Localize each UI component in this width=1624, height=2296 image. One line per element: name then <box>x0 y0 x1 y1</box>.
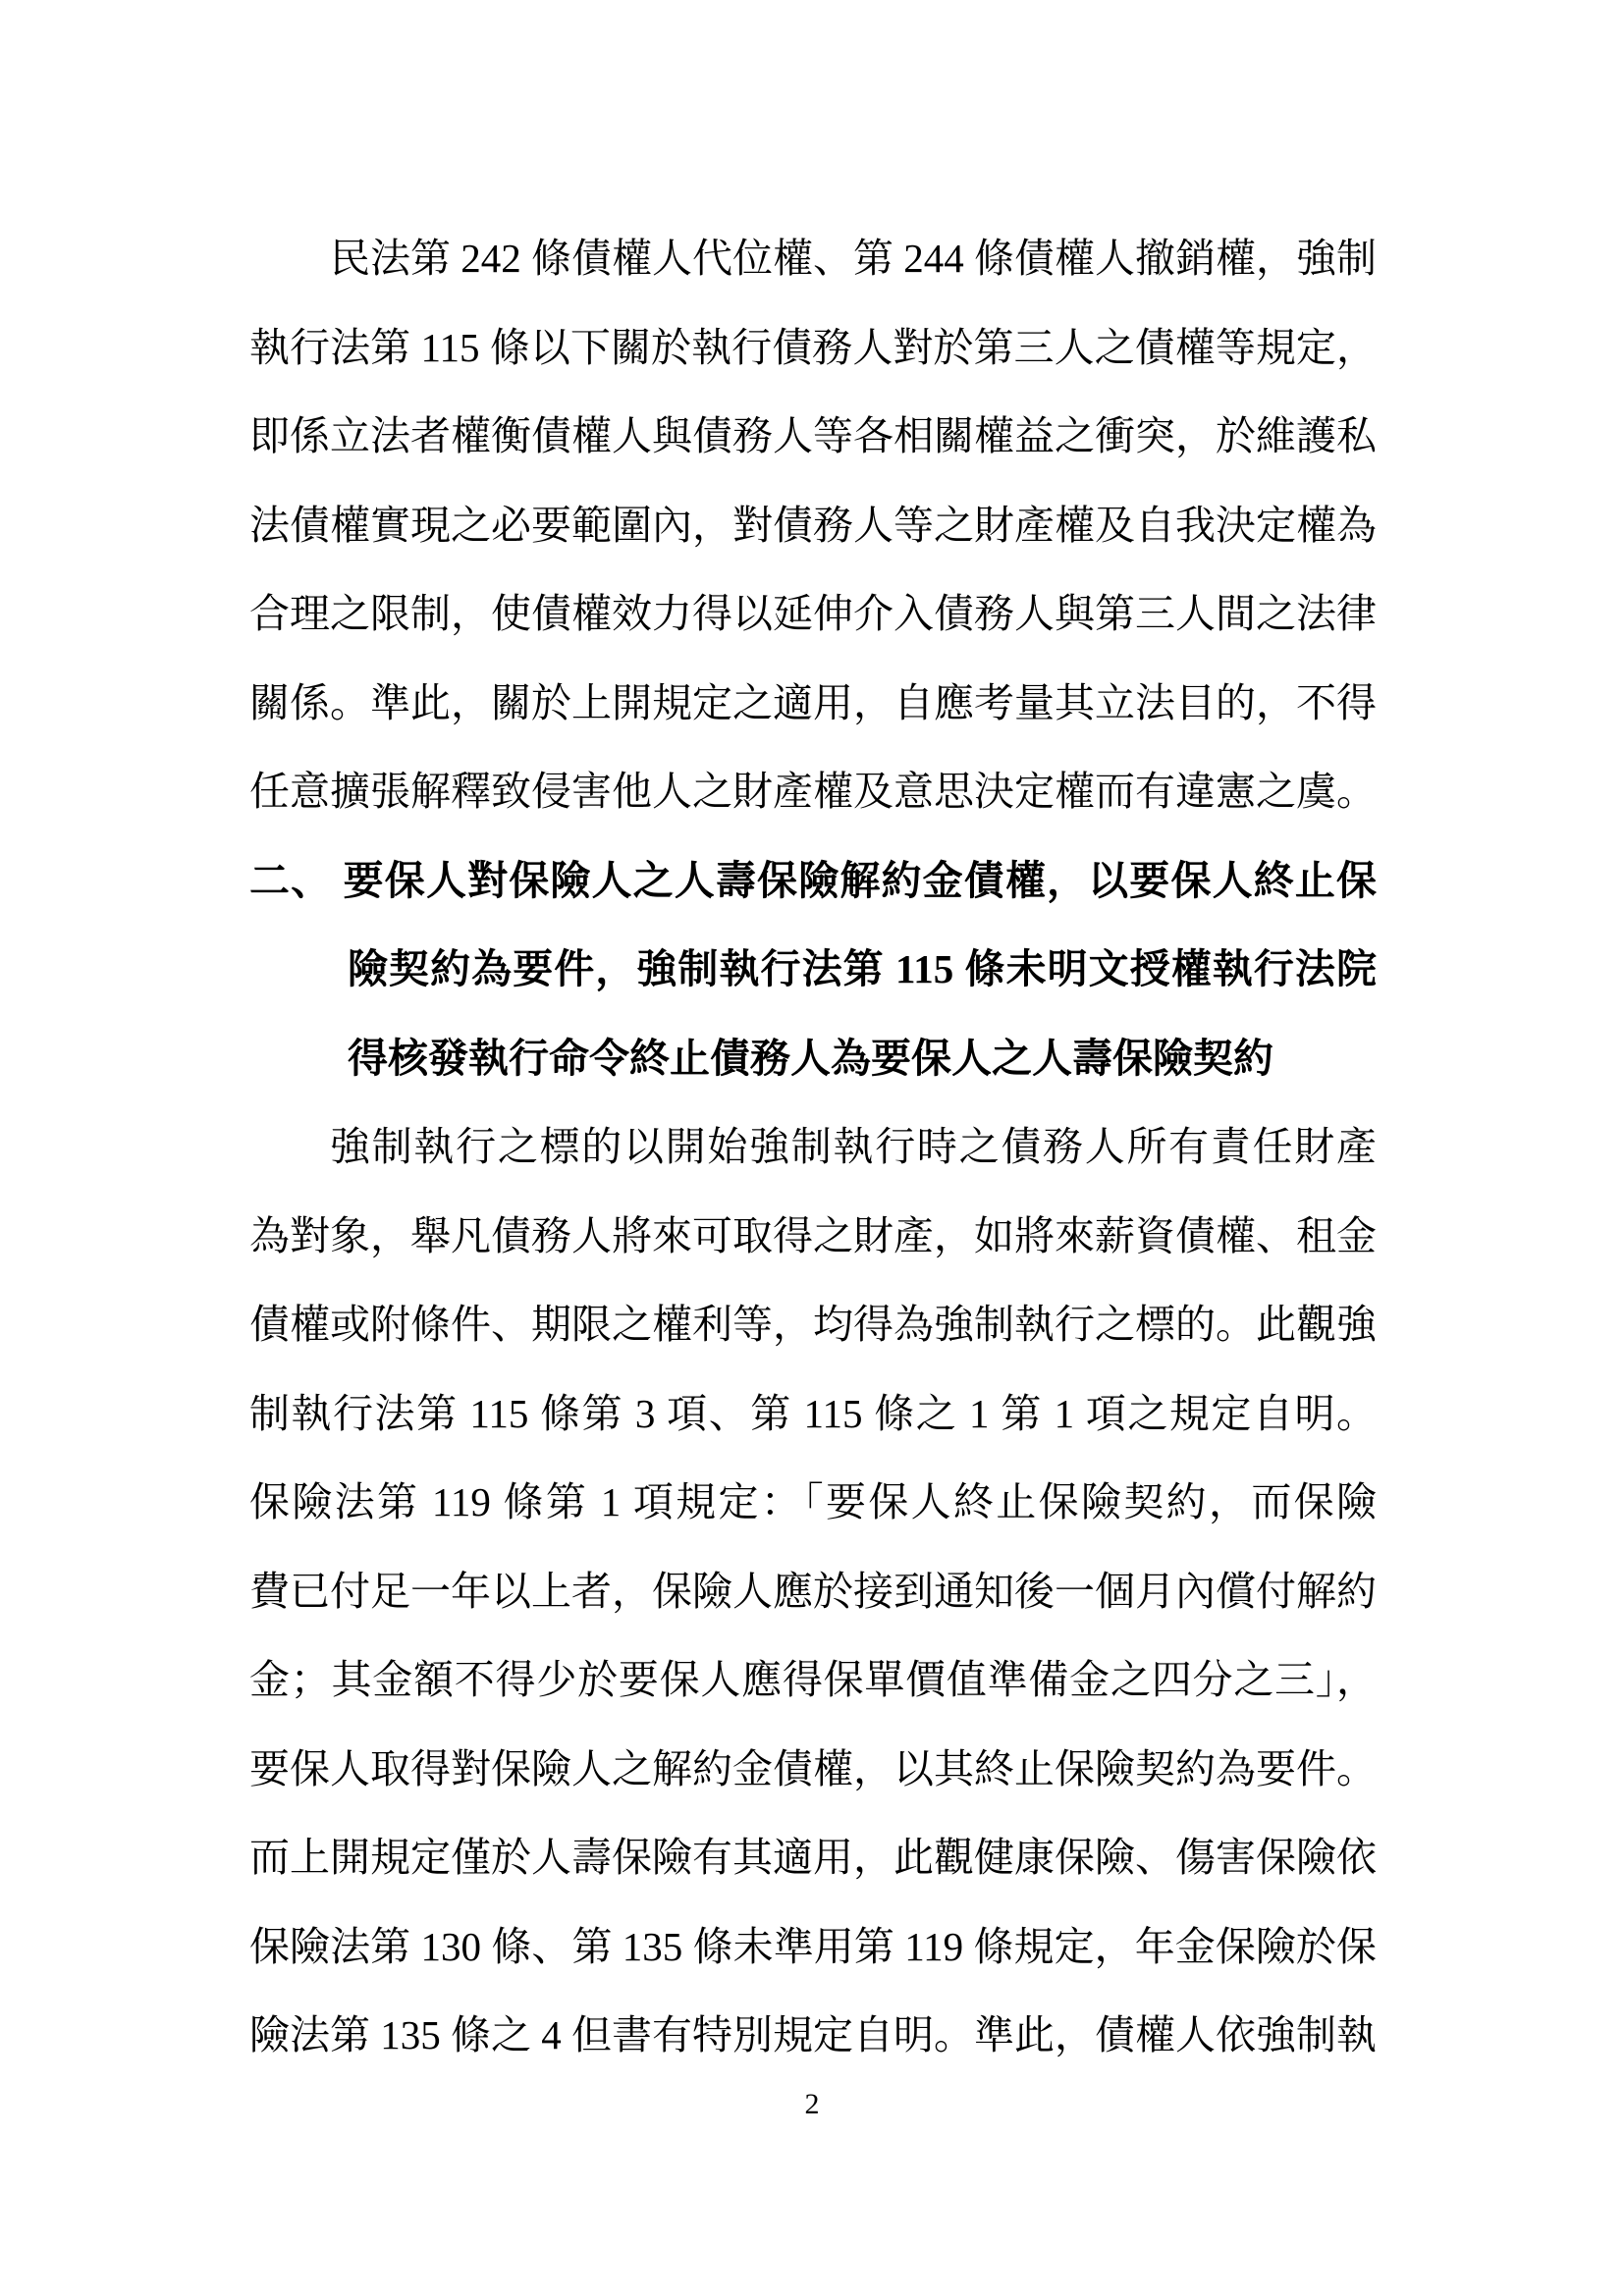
body-line: 為對象，舉凡債務人將來可取得之財產，如將來薪資債權、租金 <box>249 1212 1377 1258</box>
body-line: 金；其金額不得少於要保人應得保單價值準備金之四分之三」， <box>249 1657 1377 1702</box>
body-line: 民法第 242 條債權人代位權、第 244 條債權人撤銷權，強制 <box>330 236 1377 281</box>
text-block <box>249 214 1377 2080</box>
body-line: 保險法第 130 條、第 135 條未準用第 119 條規定，年金保險於保 <box>249 1923 1377 1969</box>
heading-line: 二、 要保人對保險人之人壽保險解約金債權，以要保人終止保 <box>249 857 1377 903</box>
body-line: 險法第 135 條之 4 但書有特別規定自明。準此，債權人依強制執 <box>249 2012 1377 2057</box>
body-line: 強制執行之標的以開始強制執行時之債務人所有責任財產 <box>330 1124 1377 1169</box>
heading-line: 險契約為要件，強制執行法第 115 條未明文授權執行法院 <box>348 946 1377 991</box>
heading-line: 得核發執行命令終止債務人為要保人之人壽保險契約 <box>348 1035 1273 1081</box>
body-line: 要保人取得對保險人之解約金債權，以其終止保險契約為要件。 <box>249 1745 1377 1791</box>
body-line: 制執行法第 115 條第 3 項、第 115 條之 1 第 1 項之規定自明。 <box>249 1390 1377 1436</box>
body-line: 執行法第 115 條以下關於執行債務人對於第三人之債權等規定， <box>249 324 1377 370</box>
body-line: 費已付足一年以上者，保險人應於接到通知後一個月內償付解約 <box>249 1568 1377 1614</box>
body-line: 任意擴張解釋致侵害他人之財產權及意思決定權而有違憲之虞。 <box>249 769 1377 814</box>
body-line: 合理之限制，使債權效力得以延伸介入債務人與第三人間之法律 <box>249 591 1377 636</box>
body-line: 即係立法者權衡債權人與債務人等各相關權益之衝突，於維護私 <box>249 413 1377 458</box>
body-line: 法債權實現之必要範圍內，對債務人等之財產權及自我決定權為 <box>249 502 1377 548</box>
body-line: 關係。準此，關於上開規定之適用，自應考量其立法目的，不得 <box>249 679 1377 725</box>
body-line: 保險法第 119 條第 1 項規定：「要保人終止保險契約，而保險 <box>249 1479 1377 1524</box>
page-number: 2 <box>804 2088 820 2120</box>
body-line: 而上開規定僅於人壽保險有其適用，此觀健康保險、傷害保險依 <box>249 1835 1377 1880</box>
body-line: 債權或附條件、期限之權利等，均得為強制執行之標的。此觀強 <box>249 1302 1377 1347</box>
